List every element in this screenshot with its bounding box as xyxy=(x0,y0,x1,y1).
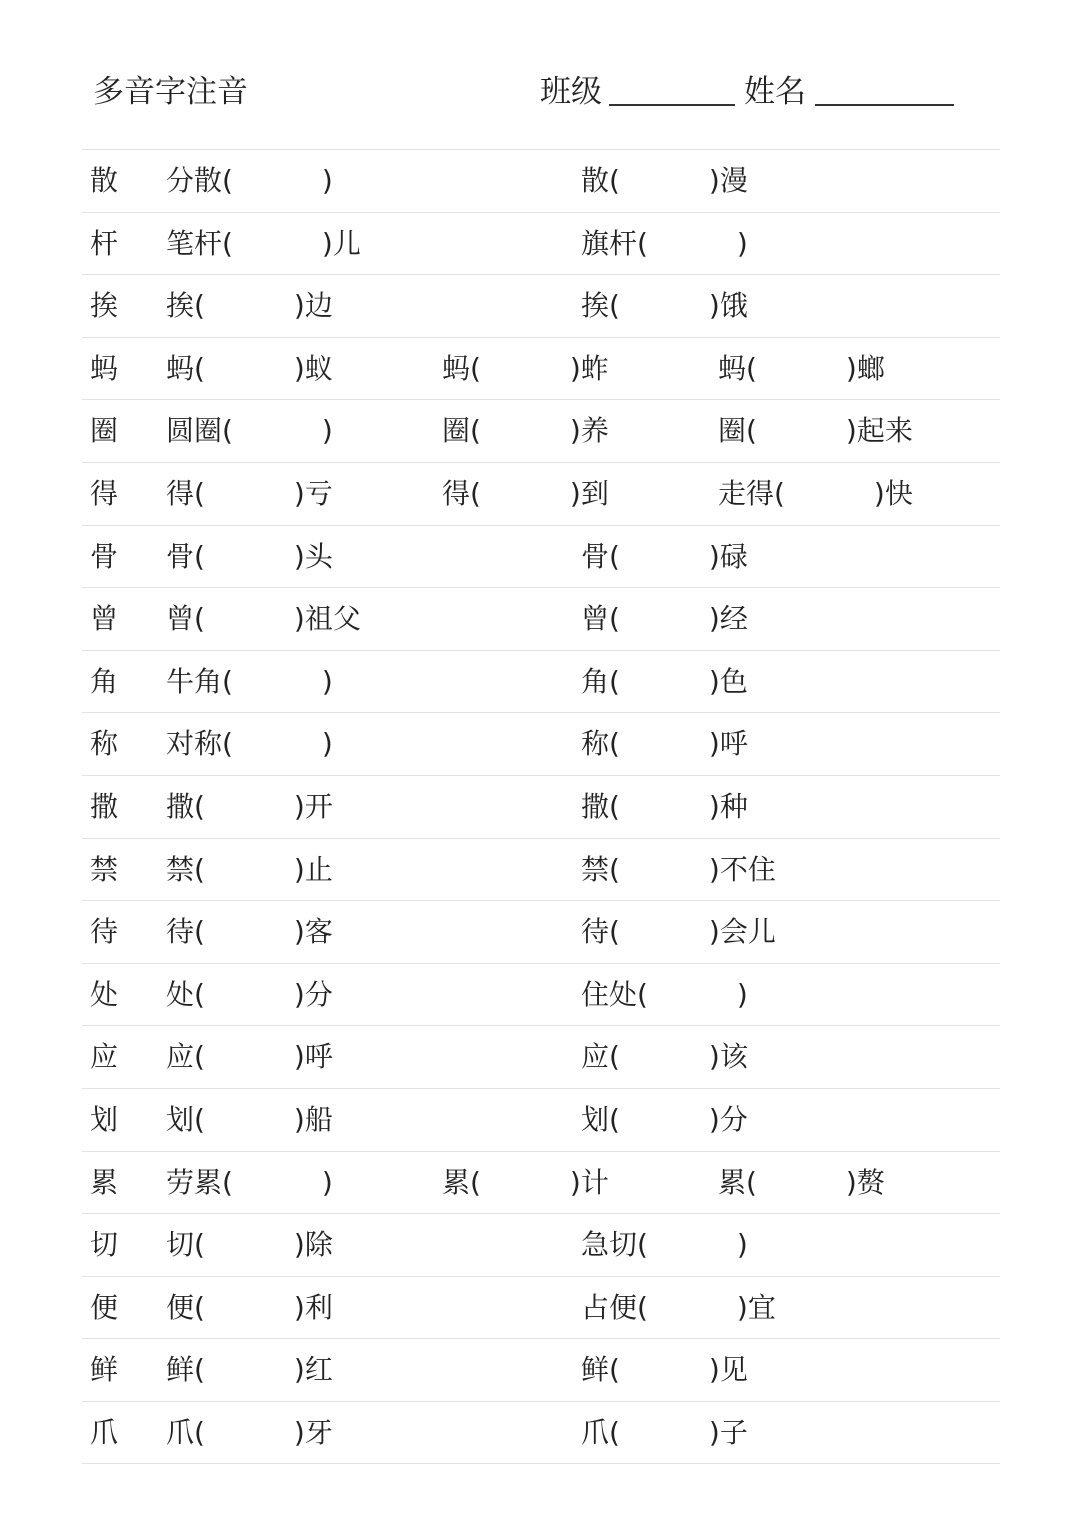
polyphone-char: 散 xyxy=(90,164,119,197)
word-item: 鲜( )红 xyxy=(166,1353,333,1387)
table-row xyxy=(82,1089,1000,1152)
polyphone-char: 蚂 xyxy=(90,351,119,385)
polyphone-char: 杆 xyxy=(90,226,119,260)
page-title: 多音字注音 xyxy=(93,74,248,110)
polyphone-char: 禁 xyxy=(90,852,119,886)
word-item: 应( )该 xyxy=(581,1040,748,1074)
name-label: 姓名 xyxy=(744,74,806,110)
word-item: 便( )利 xyxy=(166,1290,333,1324)
table-row xyxy=(82,964,1000,1027)
table-row xyxy=(82,1152,1000,1215)
word-item: 切( )除 xyxy=(166,1228,333,1262)
word-item: 鲜( )见 xyxy=(581,1353,748,1387)
word-item: 撒( )种 xyxy=(581,789,748,823)
table-row xyxy=(82,1339,1000,1402)
polyphone-char: 待 xyxy=(90,915,119,949)
table-row xyxy=(82,1214,1000,1277)
table-row xyxy=(82,776,1000,839)
polyphone-char: 得 xyxy=(90,476,119,510)
word-item: 累( )赘 xyxy=(718,1165,885,1199)
polyphone-char: 切 xyxy=(90,1228,119,1262)
table-row xyxy=(82,713,1000,776)
word-item: 待( )客 xyxy=(166,915,333,949)
word-item: 劳累( ) xyxy=(166,1165,333,1199)
word-item: 圈( )养 xyxy=(442,414,609,448)
word-item: 曾( )祖父 xyxy=(166,602,361,636)
class-blank[interactable] xyxy=(609,104,735,106)
polyphone-char: 骨 xyxy=(90,539,119,573)
word-item: 蚂( )螂 xyxy=(718,351,885,385)
word-item: 得( )到 xyxy=(442,476,609,510)
polyphone-char: 爪 xyxy=(90,1415,119,1449)
word-item: 累( )计 xyxy=(442,1165,609,1199)
word-item: 急切( ) xyxy=(581,1228,748,1262)
word-item: 对称( ) xyxy=(166,727,333,761)
word-item: 笔杆( )儿 xyxy=(166,226,361,260)
polyphone-char: 角 xyxy=(90,664,119,698)
word-item: 散( )漫 xyxy=(581,164,748,197)
name-blank[interactable] xyxy=(815,104,954,106)
table-row xyxy=(82,1026,1000,1089)
word-item: 挨( )边 xyxy=(166,289,333,323)
word-item: 划( )船 xyxy=(166,1102,333,1136)
word-item: 角( )色 xyxy=(581,664,748,698)
word-item: 曾( )经 xyxy=(581,602,748,636)
word-item: 撒( )开 xyxy=(166,789,333,823)
table-row xyxy=(82,400,1000,463)
worksheet-header xyxy=(0,0,1080,150)
word-item: 占便( )宜 xyxy=(581,1290,776,1324)
word-item: 走得( )快 xyxy=(718,476,913,510)
polyphone-char: 便 xyxy=(90,1290,119,1324)
word-item: 骨( )头 xyxy=(166,539,333,573)
class-label: 班级 xyxy=(540,74,602,110)
table-row xyxy=(82,150,1000,213)
polyphone-char: 圈 xyxy=(90,414,119,448)
polyphone-char: 处 xyxy=(90,977,119,1011)
table-row xyxy=(82,463,1000,526)
table-row xyxy=(82,839,1000,902)
table-row xyxy=(82,275,1000,338)
word-item: 圆圈( ) xyxy=(166,414,333,448)
word-item: 禁( )不住 xyxy=(581,852,776,886)
polyphone-char: 鲜 xyxy=(90,1353,119,1387)
word-item: 骨( )碌 xyxy=(581,539,748,573)
word-item: 禁( )止 xyxy=(166,852,333,886)
word-item: 住处( ) xyxy=(581,977,748,1011)
word-item: 挨( )饿 xyxy=(581,289,748,323)
table-row xyxy=(82,588,1000,651)
table-row xyxy=(82,1402,1000,1465)
word-item: 爪( )子 xyxy=(581,1415,748,1449)
table-row xyxy=(82,651,1000,714)
word-item: 牛角( ) xyxy=(166,664,333,698)
table-row xyxy=(82,1277,1000,1340)
table-row xyxy=(82,901,1000,964)
polyphone-char: 撒 xyxy=(90,789,119,823)
word-item: 划( )分 xyxy=(581,1102,748,1136)
polyphone-char: 累 xyxy=(90,1165,119,1199)
word-item: 圈( )起来 xyxy=(718,414,913,448)
table-row xyxy=(82,338,1000,401)
word-item: 蚂( )蚱 xyxy=(442,351,609,385)
polyphone-table xyxy=(82,149,1000,1464)
polyphone-char: 划 xyxy=(90,1102,119,1136)
word-item: 分散( ) xyxy=(166,164,333,197)
word-item: 应( )呼 xyxy=(166,1040,333,1074)
polyphone-char: 应 xyxy=(90,1040,119,1074)
polyphone-char: 称 xyxy=(90,727,119,761)
table-row xyxy=(82,526,1000,589)
word-item: 待( )会儿 xyxy=(581,915,776,949)
word-item: 得( )亏 xyxy=(166,476,333,510)
word-item: 爪( )牙 xyxy=(166,1415,333,1449)
word-item: 蚂( )蚁 xyxy=(166,351,333,385)
table-row xyxy=(82,213,1000,276)
word-item: 旗杆( ) xyxy=(581,226,748,260)
word-item: 称( )呼 xyxy=(581,727,748,761)
polyphone-char: 曾 xyxy=(90,602,119,636)
polyphone-char: 挨 xyxy=(90,289,119,323)
word-item: 处( )分 xyxy=(166,977,333,1011)
